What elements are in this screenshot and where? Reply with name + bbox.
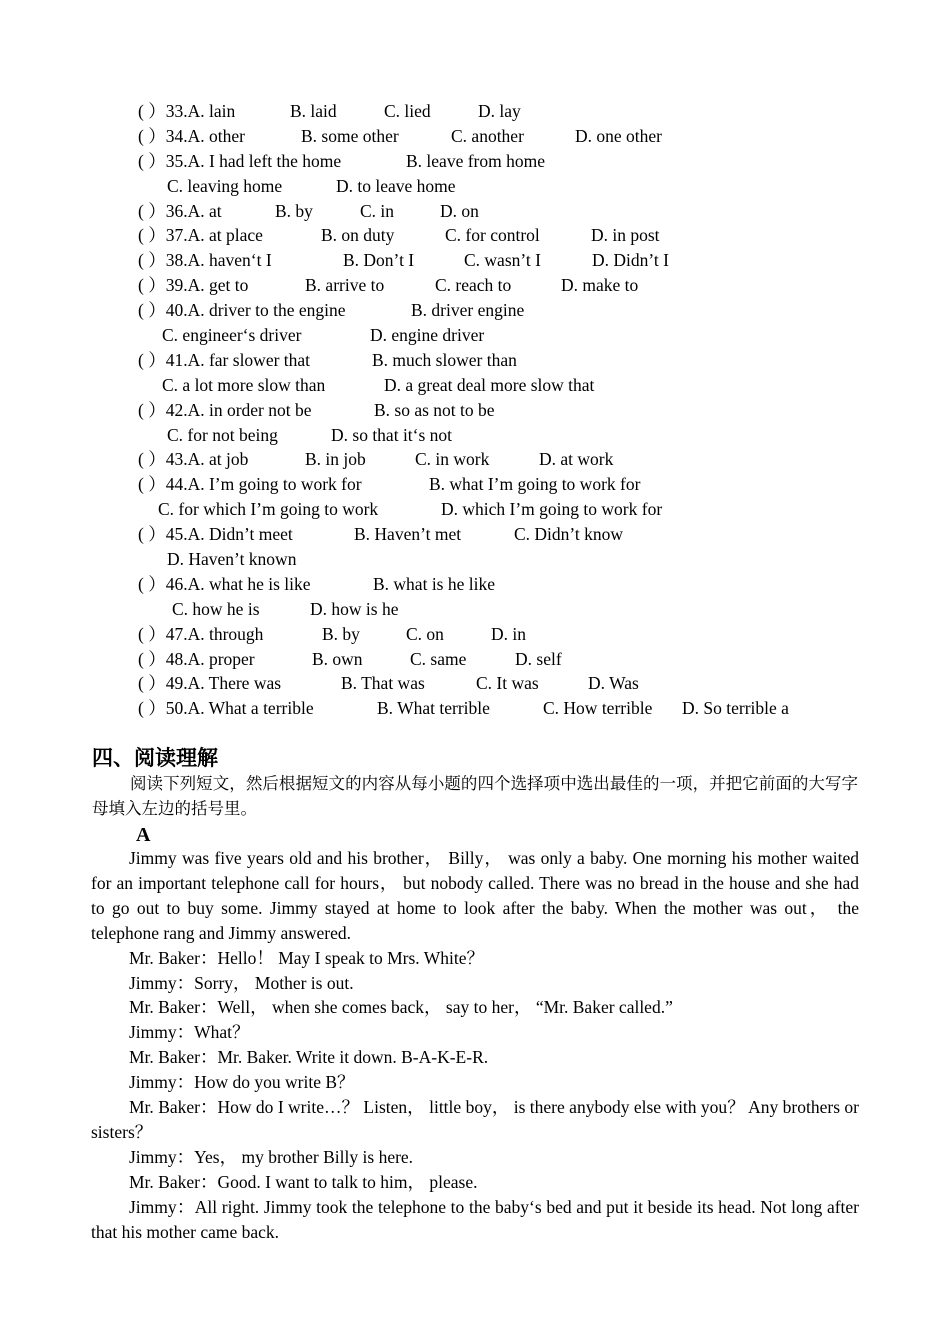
passage-paragraph: Mr. Baker：How do I write…？ Listen， little boy， is there anybody else with you？ Any brothers or sisters？ [91,1097,859,1142]
section-instruction: 阅读下列短文，然后根据短文的内容从每小题的四个选择项中选出最佳的一项，并把它前面的大写字母填入左边的括号里。 [92,774,858,818]
answer-option: D. in post [591,225,660,246]
passage-paragraph: Jimmy：What？ [129,1022,250,1043]
answer-option: C. reach to [435,275,512,296]
answer-option: B. what is he like [373,573,495,594]
passage-paragraph: Jimmy：Sorry， Mother is out. [129,972,354,993]
question-row [138,149,858,174]
answer-option: B. by [322,623,360,644]
answer-option: D. So terrible a [682,698,789,719]
question-row-continued [138,497,858,522]
answer-option: B. laid [290,101,337,121]
answer-option: D. lay [478,101,521,121]
question-stem: ( ）36.A. at [138,200,222,221]
question-row [138,622,858,647]
question-row-continued [138,547,858,572]
answer-option: C. engineer‘s driver [162,325,302,346]
answer-option: D. one other [575,125,662,146]
question-stem: ( ）39.A. get to [138,275,249,296]
question-row [138,696,858,721]
question-row [138,199,858,224]
answer-option: B. Haven’t met [354,524,462,545]
question-row-continued [138,597,858,622]
question-row [138,124,858,149]
answer-option: C. for control [445,225,540,246]
answer-option: C. leaving home [167,175,283,196]
answer-option: C. in work [415,449,490,470]
answer-option: B. leave from home [406,150,545,171]
answer-option: C. Didn’t know [514,524,624,545]
answer-option: C. It was [476,673,539,694]
answer-option: C. in [360,200,395,221]
question-stem: ( ）44.A. I’m going to work for [138,474,362,495]
question-row [138,671,858,696]
answer-option: B. That was [341,673,425,694]
question-stem: ( ）46.A. what he is like [138,573,311,594]
question-row-continued [138,423,858,448]
question-row-continued [138,323,858,348]
answer-option: B. some other [301,125,399,146]
question-row-continued [138,174,858,199]
answer-option: C. for not being [167,424,278,445]
answer-option: C. same [410,648,467,669]
question-row [138,647,858,672]
passage-paragraph: Mr. Baker：Mr. Baker. Write it down. B-A-K-E-R. [129,1047,489,1068]
answer-option: C. How terrible [543,698,653,719]
answer-option: D. so that it‘s not [331,424,453,445]
question-stem: ( ）42.A. in order not be [138,399,312,420]
question-row [138,572,858,597]
answer-option: B. on duty [321,225,395,246]
passage-paragraph: Jimmy was five years old and his brother， Billy， was only a baby. One morning his mother waited for an important telephone call for hours， but nobody called. There was no bread in the house and she had to go out to buy some. Jimmy stayed at home to look after the baby. When the mother was out， the telephone rang and Jimmy answered. [91,848,859,943]
question-row [138,273,858,298]
passage-paragraph: Mr. Baker：Hello！ May I speak to Mrs. White？ [129,947,484,968]
answer-option: D. Was [588,673,639,694]
answer-option: B. by [275,200,313,221]
passage-paragraph: Mr. Baker：Well， when she comes back， say to her， “Mr. Baker called.” [129,997,673,1018]
question-row [138,447,858,472]
question-row [138,223,858,248]
passage-paragraph: Jimmy：How do you write B？ [129,1072,355,1093]
question-row [138,472,858,497]
question-stem: ( ）43.A. at job [138,449,249,470]
question-stem: ( ）37.A. at place [138,225,263,246]
answer-option: D. which I’m going to work for [441,499,663,520]
question-stem: ( ）47.A. through [138,623,264,644]
question-row [138,298,858,323]
answer-option: B. so as not to be [374,399,495,420]
answer-option: B. what I’m going to work for [429,474,641,495]
reading-passage [91,846,859,1245]
question-stem: ( ）33.A. lain [138,101,236,121]
answer-option: B. What terrible [377,698,490,719]
question-row [138,398,858,423]
question-stem: ( ）49.A. There was [138,673,282,694]
answer-option: B. arrive to [305,275,385,296]
answer-option: D. at work [539,449,614,470]
question-stem: ( ）48.A. proper [138,648,255,669]
question-stem: ( ）50.A. What a terrible [138,698,314,719]
answer-option: B. Don’t I [343,250,415,271]
question-stem: ( ）34.A. other [138,125,245,146]
answer-option: D. Haven’t known [167,549,297,570]
question-stem: ( ）38.A. haven‘t I [138,250,272,271]
passage-label: A [136,824,151,846]
answer-option: B. driver engine [411,300,525,321]
answer-option: C. for which I’m going to work [158,499,379,520]
question-stem: ( ）45.A. Didn’t meet [138,524,293,545]
answer-option: D. to leave home [336,175,456,196]
question-row [138,348,858,373]
answer-option: C. a lot more slow than [162,374,326,395]
answer-option: D. Didn’t I [592,250,669,271]
answer-option: C. wasn’t I [464,250,541,271]
question-stem: ( ）40.A. driver to the engine [138,300,346,321]
passage-paragraph: Jimmy：Yes， my brother Billy is here. [129,1146,414,1167]
answer-option: C. another [451,125,524,146]
question-row [138,522,858,547]
question-stem: ( ）41.A. far slower that [138,349,311,370]
question-stem: ( ）35.A. I had left the home [138,150,342,171]
answer-option: B. much slower than [372,349,517,370]
question-row [138,99,858,124]
passage-paragraph: Mr. Baker：Good. I want to talk to him， please. [129,1171,478,1192]
answer-option: D. self [515,648,562,669]
answer-option: C. lied [384,101,431,121]
answer-option: D. engine driver [370,325,485,346]
answer-option: D. make to [561,275,639,296]
answer-option: B. own [312,648,363,669]
passage-paragraph: Jimmy：All right. Jimmy took the telephone to the baby‘s bed and put it beside its head. Not long after that his mother came back. [91,1196,859,1242]
section-title: 四、阅读理解 [92,746,218,770]
answer-option: B. in job [305,449,366,470]
question-list [138,99,858,721]
question-row-continued [138,373,858,398]
answer-option: D. a great deal more slow that [384,374,595,395]
answer-option: D. how is he [310,598,399,619]
answer-option: D. in [491,623,526,644]
answer-option: C. how he is [172,598,260,619]
question-row [138,248,858,273]
answer-option: C. on [406,623,444,644]
answer-option: D. on [440,200,479,221]
